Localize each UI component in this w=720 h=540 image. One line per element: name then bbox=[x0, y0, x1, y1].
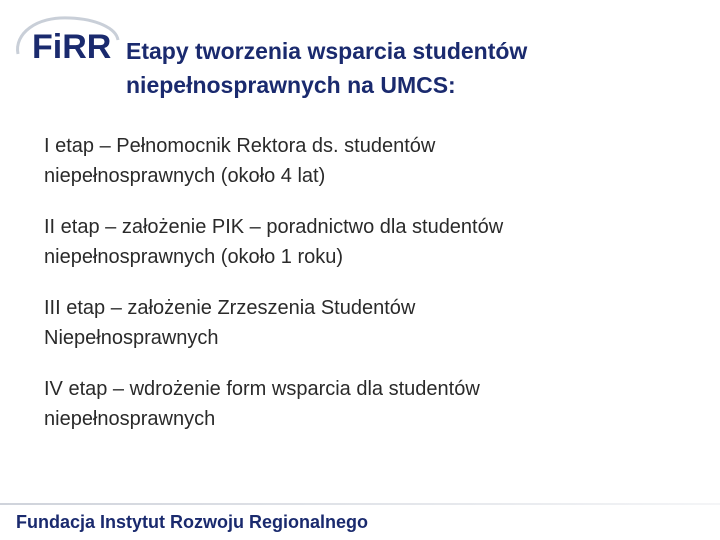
stage-item-3 bbox=[44, 293, 704, 353]
slide-title-line-1: Etapy tworzenia wsparcia studentów bbox=[126, 38, 528, 64]
slide-title-line-2: niepełnosprawnych na UMCS: bbox=[126, 72, 456, 98]
stage-item-text: niepełnosprawnych bbox=[44, 408, 216, 430]
footer-divider bbox=[0, 503, 720, 505]
stage-item-1 bbox=[44, 131, 704, 191]
stage-item-2 bbox=[44, 212, 704, 272]
stage-item-text: IV etap – wdrożenie form wsparcia dla studentów bbox=[44, 378, 480, 400]
stage-item-text: niepełnosprawnych (około 1 roku) bbox=[44, 246, 344, 268]
stage-item-text: I etap – Pełnomocnik Rektora ds. studentów bbox=[44, 135, 436, 157]
stage-item-text: III etap – założenie Zrzeszenia Studentów bbox=[44, 297, 416, 319]
stages-list bbox=[44, 131, 704, 455]
slide-title bbox=[126, 34, 696, 102]
footer-organization-name: Fundacja Instytut Rozwoju Regionalnego bbox=[16, 512, 369, 532]
stage-item-text: Niepełnosprawnych bbox=[44, 327, 219, 349]
firr-logo bbox=[12, 14, 122, 66]
stage-item-text: II etap – założenie PIK – poradnictwo dla studentów bbox=[44, 216, 504, 238]
firr-logo-mark bbox=[12, 14, 122, 66]
stage-item-4 bbox=[44, 374, 704, 434]
logo-text: FiRR bbox=[32, 28, 112, 66]
stage-item-text: niepełnosprawnych (około 4 lat) bbox=[44, 165, 326, 187]
